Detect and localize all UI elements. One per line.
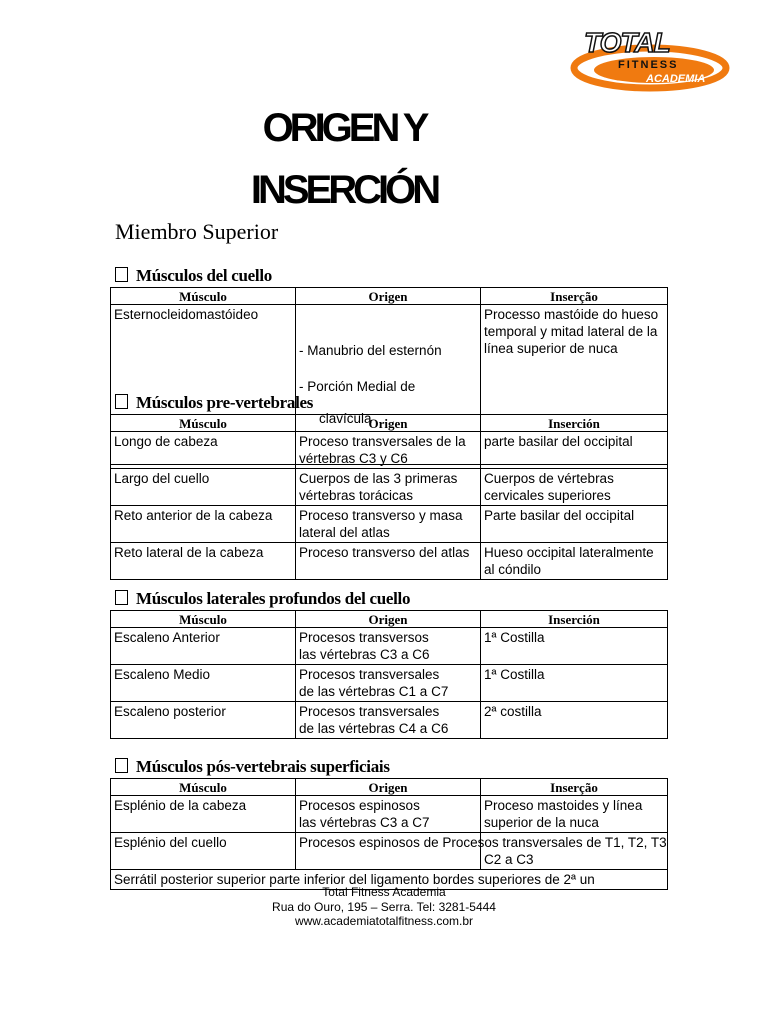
cell-musculo: Largo del cuello — [111, 469, 296, 506]
cell-musculo: Escaleno Medio — [111, 665, 296, 702]
section-subtitle: Miembro Superior — [115, 219, 279, 244]
cell-musculo: Longo de cabeza — [111, 432, 296, 469]
section-heading-text: Músculos pre-vertebrales — [136, 393, 314, 412]
section-heading-text: Músculos pós-vertebrais superficiais — [136, 757, 390, 776]
table-pos-vertebrais — [110, 778, 668, 890]
table-row — [111, 833, 668, 870]
cell-origen: Procesos espinosos de Procesos transversales de T1, T2, T3 — [296, 833, 481, 870]
table-row — [111, 469, 668, 506]
cell-origen: Procesos transversales de las vértebras C4 a C6 — [296, 702, 481, 739]
logo-main-text: TOTAL — [584, 27, 670, 58]
origen-list-item: - Porción Medial de — [299, 379, 416, 394]
cell-origen: Procesos espinosos las vértebras C3 a C7 — [296, 796, 481, 833]
origen-list-item-cont: clavícula — [319, 411, 372, 426]
cell-insercion: Processo mastóide do hueso temporal y mitad lateral de la línea superior de nuca — [481, 305, 668, 465]
checkbox-icon — [115, 758, 128, 773]
footer-website: www.academiatotalfitness.com.br — [294, 914, 474, 928]
checkbox-icon — [115, 394, 128, 409]
col-header-origen: Origen — [296, 779, 481, 796]
cell-musculo: Esternocleidomastóideo — [111, 305, 296, 465]
table-row — [111, 432, 668, 469]
total-fitness-logo — [570, 26, 730, 92]
table-row — [111, 665, 668, 702]
cell-musculo: Reto lateral de la cabeza — [111, 543, 296, 580]
cell-insercion: C2 a C3 — [481, 833, 668, 870]
cell-musculo: Esplénio del cuello — [111, 833, 296, 870]
section-heading-text: Músculos del cuello — [136, 266, 272, 285]
section-heading-laterales — [115, 589, 410, 609]
cell-origen: Proceso transverso y masa lateral del atlas — [296, 506, 481, 543]
checkbox-icon — [115, 590, 128, 605]
cell-insercion: Cuerpos de vértebras cervicales superiores — [481, 469, 668, 506]
cell-musculo: Escaleno Anterior — [111, 628, 296, 665]
table-row — [111, 628, 668, 665]
cell-origen: Procesos transversales de las vértebras C1 a C7 — [296, 665, 481, 702]
logo-academia-text: ACADEMIA — [646, 73, 706, 85]
section-heading-cuello — [115, 266, 272, 286]
cell-origen: Cuerpos de las 3 primeras vértebras torácicas — [296, 469, 481, 506]
origen-list-item: - Manubrio del esternón — [299, 343, 442, 358]
cell-insercion: Proceso mastoides y línea superior de la nuca — [481, 796, 668, 833]
table-header-row — [111, 288, 668, 305]
col-header-origen: Origen — [296, 415, 481, 432]
table-pre-vertebrales — [110, 414, 668, 580]
table-header-row — [111, 779, 668, 796]
cell-insercion: 1ª Costilla — [481, 628, 668, 665]
col-header-insercion: Inserção — [481, 779, 668, 796]
table-header-row — [111, 611, 668, 628]
cell-insercion: parte basilar del occipital — [481, 432, 668, 469]
col-header-origen: Origen — [296, 611, 481, 628]
col-header-musculo: Músculo — [111, 415, 296, 432]
col-header-musculo: Músculo — [111, 288, 296, 305]
cell-musculo: Reto anterior de la cabeza — [111, 506, 296, 543]
table-header-row — [111, 415, 668, 432]
table-row — [111, 506, 668, 543]
cell-musculo: Esplénio de la cabeza — [111, 796, 296, 833]
table-row — [111, 543, 668, 580]
table-row — [111, 702, 668, 739]
cell-musculo-truncated: Serrátil posterior superior parte inferior del ligamento bordes superiores de 2ª un — [111, 870, 668, 890]
col-header-insercion: Inserción — [481, 415, 668, 432]
cell-insercion: Hueso occipital lateralmente al cóndilo — [481, 543, 668, 580]
col-header-insercion: Inserção — [481, 288, 668, 305]
cell-insercion: Parte basilar del occipital — [481, 506, 668, 543]
col-header-musculo: Músculo — [111, 779, 296, 796]
table-laterales — [110, 610, 668, 739]
cell-origen: Proceso transversales de la vértebras C3 y C6 — [296, 432, 481, 469]
col-header-origen: Origen — [296, 288, 481, 305]
cell-insercion: 1ª Costilla — [481, 665, 668, 702]
footer-academy-name: Total Fitness Academia — [322, 885, 446, 899]
cell-musculo: Escaleno posterior — [111, 702, 296, 739]
col-header-musculo: Músculo — [111, 611, 296, 628]
col-header-insercion: Inserción — [481, 611, 668, 628]
table-row — [111, 796, 668, 833]
cell-origen: Procesos transversos las vértebras C3 a C6 — [296, 628, 481, 665]
checkbox-icon — [115, 267, 128, 282]
cell-origen: Proceso transverso del atlas — [296, 543, 481, 580]
page-title-line2: INSERCIÓN — [250, 168, 438, 212]
logo-fitness-text: FITNESS — [618, 59, 679, 71]
section-heading-pos-vertebrais — [115, 757, 390, 777]
cell-insercion: 2ª costilla — [481, 702, 668, 739]
section-heading-text: Músculos laterales profundos del cuello — [136, 589, 411, 608]
footer-address: Rua do Ouro, 195 – Serra. Tel: 3281-5444 — [272, 900, 496, 914]
page-title-line1: ORIGEN Y — [262, 106, 426, 150]
section-heading-pre-vertebrales — [115, 393, 313, 413]
